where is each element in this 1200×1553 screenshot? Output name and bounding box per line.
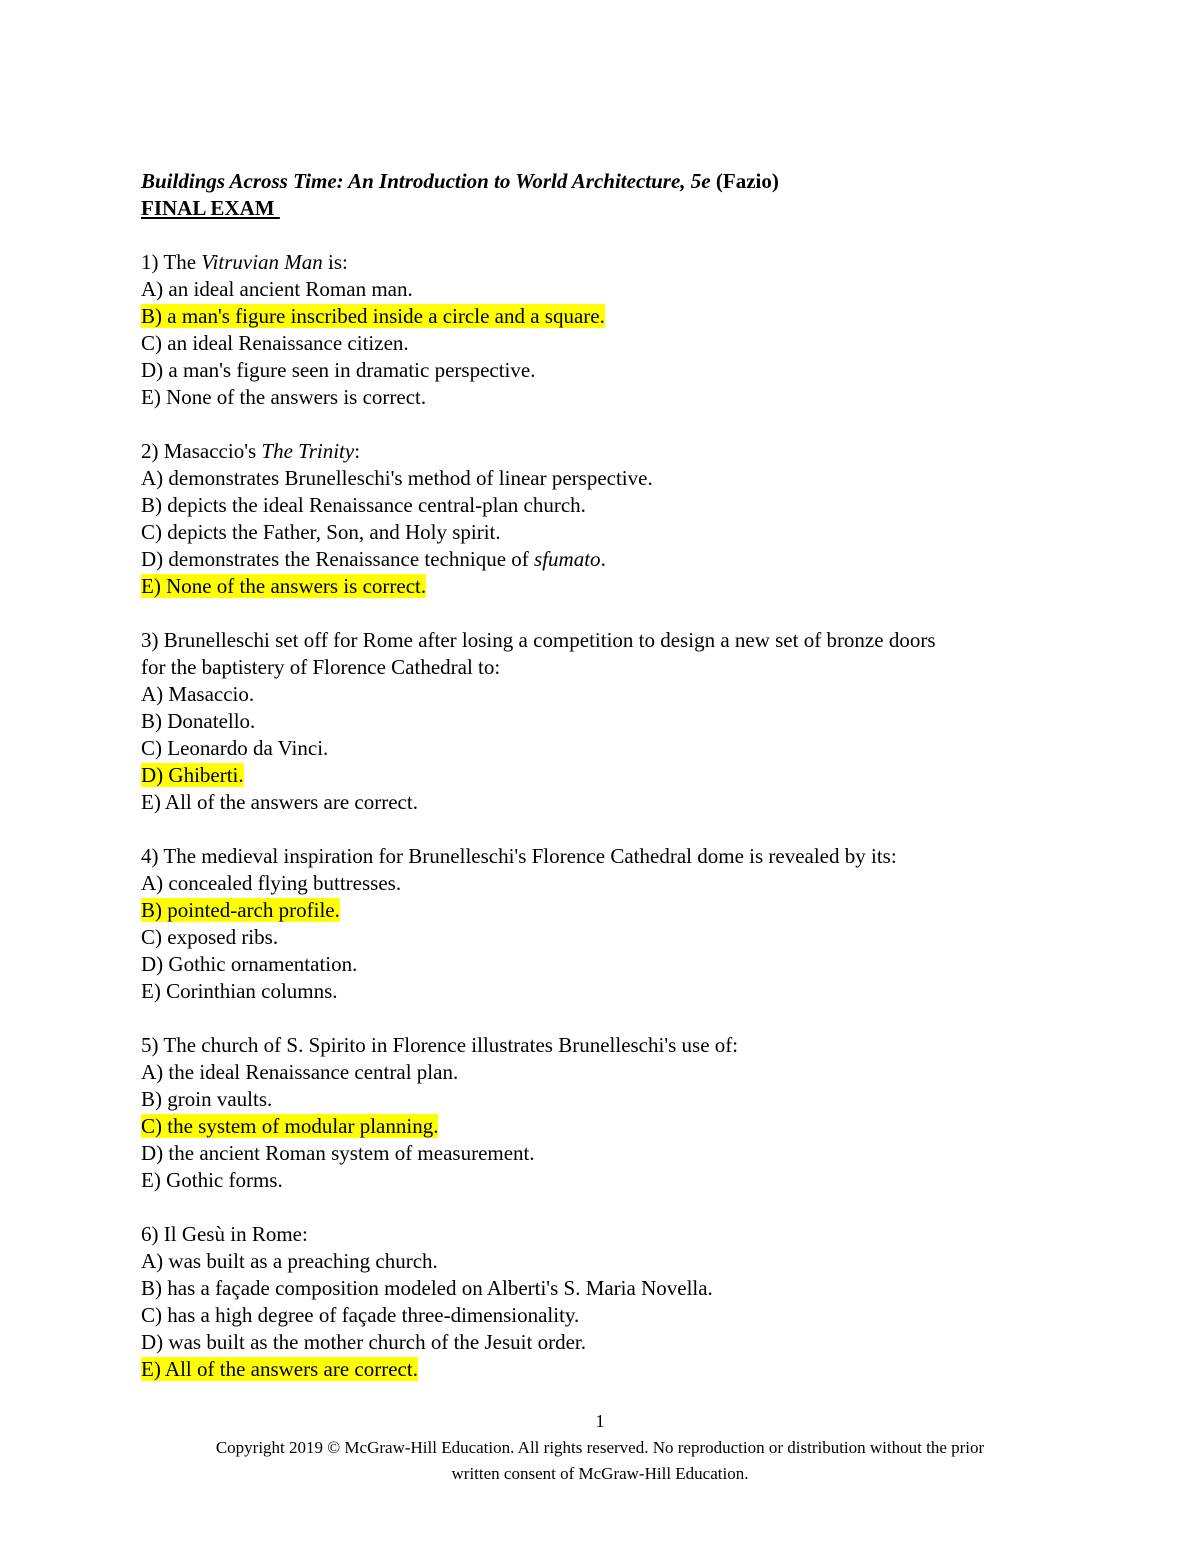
copyright-line-1: Copyright 2019 © McGraw-Hill Education. All rights reserved. No reproduction or distribution without the prior — [215, 1438, 985, 1457]
answer-option: C) depicts the Father, Son, and Holy spirit. — [141, 520, 501, 544]
answer-option: C) Leonardo da Vinci. — [141, 736, 329, 760]
question-stem: 5) The church of S. Spirito in Florence illustrates Brunelleschi's use of: — [141, 1033, 739, 1057]
answer-option: D) Gothic ornamentation. — [141, 952, 358, 976]
exam-content — [141, 168, 1061, 1383]
question-4 — [141, 843, 1061, 1005]
answer-option: B) has a façade composition modeled on Alberti's S. Maria Novella. — [141, 1276, 713, 1300]
page-footer — [0, 1408, 1200, 1487]
answer-option-correct: C) the system of modular planning. — [141, 1114, 439, 1138]
question-stem: 1) The Vitruvian Man is: — [141, 250, 348, 274]
answer-option: A) was built as a preaching church. — [141, 1249, 438, 1273]
answer-option: A) an ideal ancient Roman man. — [141, 277, 413, 301]
question-5 — [141, 1032, 1061, 1194]
answer-option-correct: E) All of the answers are correct. — [141, 1357, 418, 1381]
answer-option-correct: B) a man's figure inscribed inside a circle and a square. — [141, 304, 605, 328]
answer-option: E) Gothic forms. — [141, 1168, 283, 1192]
answer-option: A) Masaccio. — [141, 682, 255, 706]
page-number: 1 — [595, 1411, 605, 1431]
answer-option: D) a man's figure seen in dramatic perspective. — [141, 358, 536, 382]
answer-option: E) Corinthian columns. — [141, 979, 338, 1003]
question-stem: 3) Brunelleschi set off for Rome after losing a competition to design a new set of bronze doors — [141, 628, 936, 652]
book-title: Buildings Across Time: An Introduction to World Architecture, 5e — [141, 169, 711, 193]
answer-option: D) the ancient Roman system of measurement. — [141, 1141, 535, 1165]
answer-option: C) an ideal Renaissance citizen. — [141, 331, 409, 355]
answer-option-correct: B) pointed-arch profile. — [141, 898, 340, 922]
copyright-line-2: written consent of McGraw-Hill Education. — [451, 1464, 749, 1483]
answer-option: A) concealed flying buttresses. — [141, 871, 402, 895]
question-stem-continued: for the baptistery of Florence Cathedral to: — [141, 655, 501, 679]
answer-option-correct: E) None of the answers is correct. — [141, 574, 427, 598]
answer-option: E) None of the answers is correct. — [141, 385, 427, 409]
answer-option-correct: D) Ghiberti. — [141, 763, 244, 787]
exam-heading: FINAL EXAM — [141, 196, 280, 220]
question-3 — [141, 627, 1061, 816]
book-author: (Fazio) — [710, 169, 779, 193]
question-1 — [141, 249, 1061, 411]
answer-option: A) the ideal Renaissance central plan. — [141, 1060, 459, 1084]
question-stem: 2) Masaccio's The Trinity: — [141, 439, 361, 463]
answer-option: B) depicts the ideal Renaissance central-plan church. — [141, 493, 586, 517]
answer-option: D) was built as the mother church of the Jesuit order. — [141, 1330, 586, 1354]
question-6 — [141, 1221, 1061, 1383]
question-2 — [141, 438, 1061, 600]
document-title — [141, 168, 1061, 195]
answer-option: B) Donatello. — [141, 709, 256, 733]
question-stem: 4) The medieval inspiration for Brunelleschi's Florence Cathedral dome is revealed by its: — [141, 844, 897, 868]
answer-option: C) exposed ribs. — [141, 925, 279, 949]
question-stem: 6) Il Gesù in Rome: — [141, 1222, 308, 1246]
answer-option: C) has a high degree of façade three-dimensionality. — [141, 1303, 580, 1327]
answer-option: A) demonstrates Brunelleschi's method of linear perspective. — [141, 466, 653, 490]
answer-option: D) demonstrates the Renaissance technique of sfumato. — [141, 547, 606, 571]
answer-option: E) All of the answers are correct. — [141, 790, 418, 814]
answer-option: B) groin vaults. — [141, 1087, 273, 1111]
